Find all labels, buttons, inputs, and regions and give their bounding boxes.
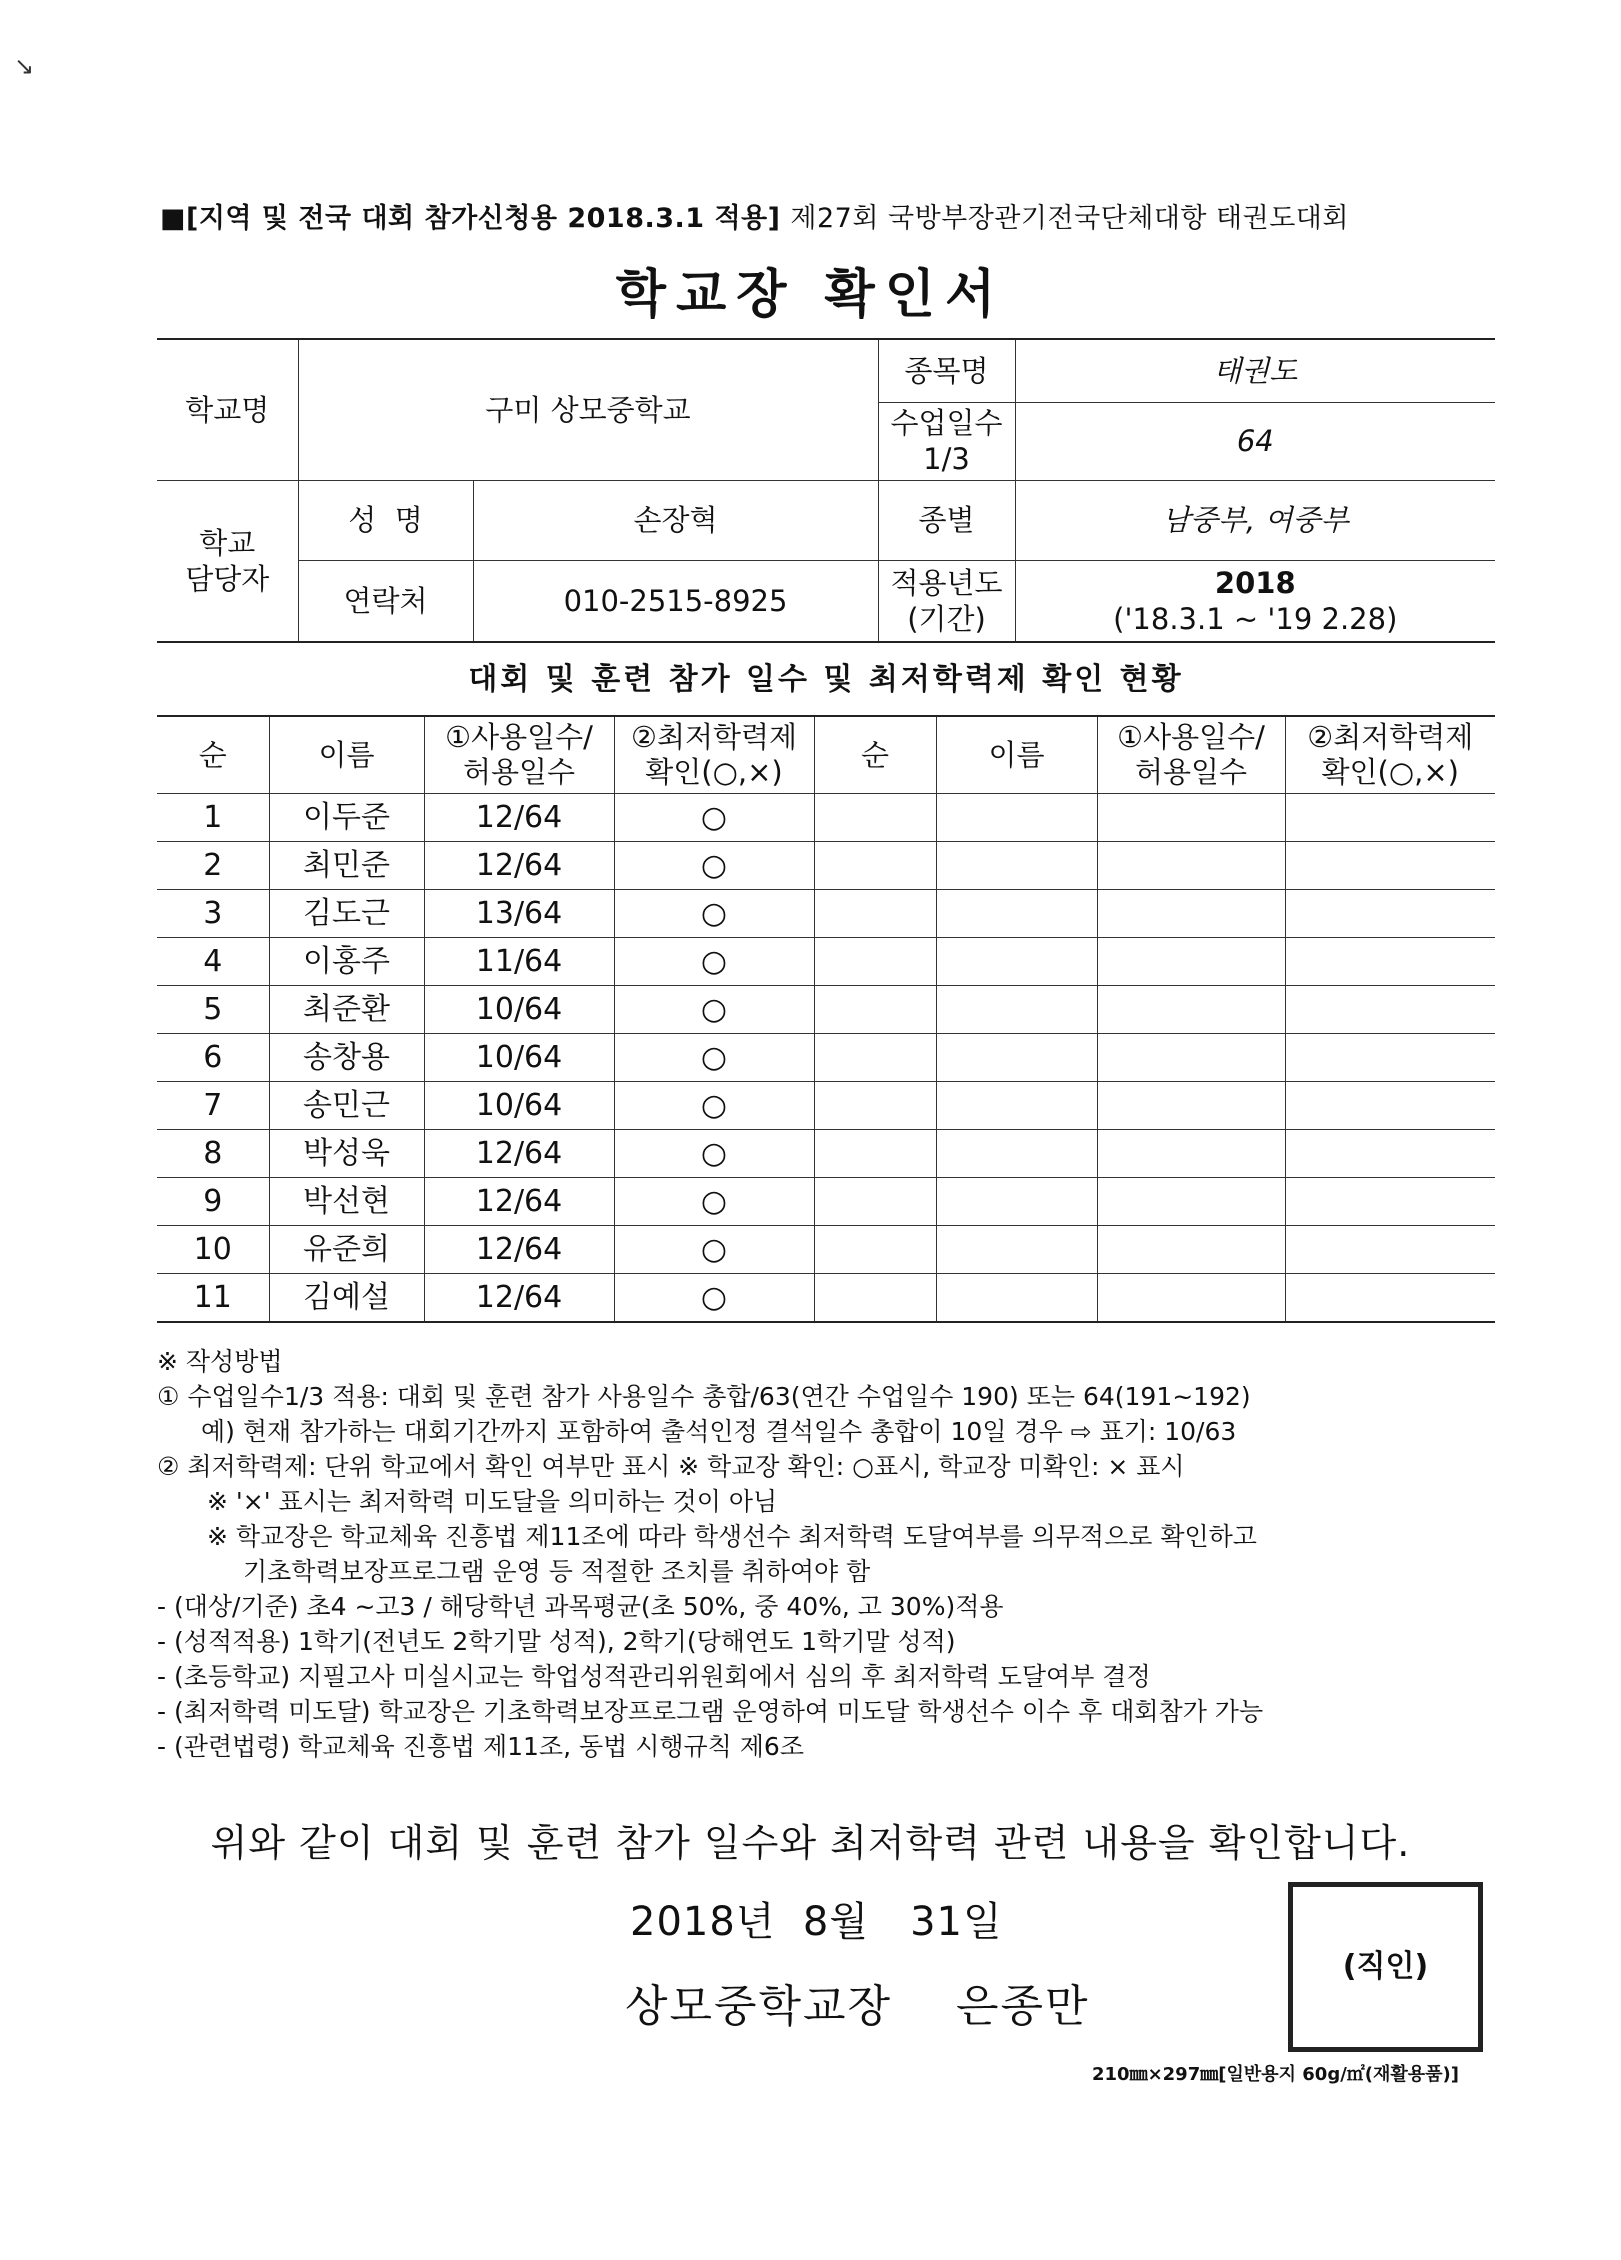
row-name-right [936,842,1097,890]
row-days: 10/64 [424,1034,614,1082]
row-name: 김도근 [269,890,424,938]
participation-roster-table [157,715,1495,1323]
row-check: ○ [614,890,814,938]
applied-year-label-line2: (기간) [907,601,986,636]
header-days-right-line2: 허용일수 [1134,755,1248,789]
row-name-right [936,1178,1097,1226]
roster-row [157,842,1495,890]
row-no: 5 [157,986,269,1034]
official-seal-text: (직인) [1342,1949,1429,1984]
header-days-left [424,716,614,794]
status-section-title: 대회 및 훈련 참가 일수 및 최저학력제 확인 현황 [468,662,1184,697]
row-name-right [936,890,1097,938]
row-name-right [936,986,1097,1034]
row-no-right [814,890,936,938]
row-check: ○ [614,842,814,890]
row-check-right [1285,1082,1495,1130]
row-days-right [1097,1082,1285,1130]
manager-label-line1: 학교 [199,525,256,560]
manager-name-label: 성 명 [298,480,473,560]
note-2-remark-a: ※ '×' 표시는 최저학력 미도달을 의미하는 것이 아님 [207,1487,778,1516]
row-days: 10/64 [424,1082,614,1130]
manager-label [157,480,298,642]
writing-instructions [157,1344,1497,1764]
row-check: ○ [614,986,814,1034]
row-name-right [936,1274,1097,1323]
row-no: 11 [157,1274,269,1323]
row-no-right [814,842,936,890]
row-check: ○ [614,1274,814,1323]
row-check: ○ [614,938,814,986]
school-days-value: 64 [1015,402,1495,480]
row-no-right [814,794,936,842]
header-name-left: 이름 [269,716,424,794]
row-name-right [936,1130,1097,1178]
row-name: 최민준 [269,842,424,890]
roster-row [157,938,1495,986]
row-check-right [1285,1274,1495,1323]
principal-signature: 상모중학교장 은종만 [625,1981,1090,2032]
row-no-right [814,1082,936,1130]
row-days-right [1097,1274,1285,1323]
row-days: 10/64 [424,986,614,1034]
row-no: 8 [157,1130,269,1178]
row-no: 2 [157,842,269,890]
row-check-right [1285,1226,1495,1274]
school-info-table [157,338,1495,643]
row-no: 7 [157,1082,269,1130]
row-check-right [1285,938,1495,986]
roster-row [157,890,1495,938]
note-2: ② 최저학력제: 단위 학교에서 확인 여부만 표시 ※ 학교장 확인: ○표시, 학교장 미확인: × 표시 [157,1452,1185,1481]
contact-value: 010-2515-8925 [473,560,878,642]
row-check: ○ [614,794,814,842]
manager-name-value: 손장혁 [473,480,878,560]
applied-year-value [1015,560,1495,642]
row-no: 6 [157,1034,269,1082]
roster-header-row [157,716,1495,794]
document-title: 학교장 확인서 [615,265,1006,325]
row-name: 박성욱 [269,1130,424,1178]
row-name: 유준희 [269,1226,424,1274]
row-check-right [1285,1034,1495,1082]
row-days: 13/64 [424,890,614,938]
note-2-remark-b: ※ 학교장은 학교체육 진흥법 제11조에 따라 학생선수 최저학력 도달여부를 의무적으로 확인하고 [207,1522,1257,1551]
row-name: 송창용 [269,1034,424,1082]
row-days: 12/64 [424,1226,614,1274]
note-1: ① 수업일수1/3 적용: 대회 및 훈련 참가 사용일수 총합/63(연간 수업일수 190) 또는 64(191~192) [157,1382,1251,1411]
header-days-right-line1: ①사용일수/ [1117,720,1265,755]
header-no-left: 순 [157,716,269,794]
category-value: 남중부, 여중부 [1015,480,1495,560]
row-check-right [1285,1130,1495,1178]
note-1-example: 예) 현재 참가하는 대회기간까지 포함하여 출석인정 결석일수 총합이 10일 경우 ⇨ 표기: 10/63 [201,1417,1237,1446]
row-no: 1 [157,794,269,842]
row-days-right [1097,986,1285,1034]
row-name: 송민근 [269,1082,424,1130]
header-check-left-line1: ②최저학력제 [630,720,798,755]
row-no-right [814,986,936,1034]
row-days: 12/64 [424,1178,614,1226]
row-check: ○ [614,1034,814,1082]
row-check-right [1285,986,1495,1034]
row-name: 이두준 [269,794,424,842]
roster-row [157,1034,1495,1082]
row-no-right [814,1274,936,1323]
row-days-right [1097,794,1285,842]
roster-row [157,1130,1495,1178]
row-check-right [1285,890,1495,938]
applied-year-label-line1: 적용년도 [890,565,1003,600]
row-check: ○ [614,1226,814,1274]
row-name: 박선현 [269,1178,424,1226]
row-days-right [1097,1130,1285,1178]
confirmation-statement: 위와 같이 대회 및 훈련 참가 일수와 최저학력 관련 내용을 확인합니다. [210,1821,1411,1865]
row-days-right [1097,890,1285,938]
row-days-right [1097,842,1285,890]
form-header-event: 제27회 국방부장관기전국단체대항 태권도대회 [790,203,1349,234]
row-no-right [814,938,936,986]
row-no: 9 [157,1178,269,1226]
header-days-right [1097,716,1285,794]
detail-below-minimum: - (최저학력 미도달) 학교장은 기초학력보장프로그램 운영하여 미도달 학생선수 이수 후 대회참가 가능 [157,1697,1264,1726]
header-check-right [1285,716,1495,794]
contact-label: 연락처 [298,560,473,642]
applied-year: 2018 [1214,565,1296,600]
row-name: 김예설 [269,1274,424,1323]
row-name-right [936,1226,1097,1274]
applied-period: ('18.3.1 ~ '19 2.28) [1113,601,1398,636]
row-days-right [1097,1178,1285,1226]
row-check: ○ [614,1130,814,1178]
row-name-right [936,1034,1097,1082]
row-name-right [936,938,1097,986]
row-no: 4 [157,938,269,986]
header-no-right: 순 [814,716,936,794]
roster-row [157,1226,1495,1274]
school-label: 학교명 [157,339,298,480]
row-check-right [1285,794,1495,842]
roster-row [157,986,1495,1034]
row-name: 최준환 [269,986,424,1034]
row-no: 10 [157,1226,269,1274]
row-days-right [1097,938,1285,986]
roster-row [157,1082,1495,1130]
row-days: 12/64 [424,1274,614,1323]
row-check-right [1285,842,1495,890]
header-name-right: 이름 [936,716,1097,794]
header-check-left [614,716,814,794]
roster-row [157,794,1495,842]
school-name: 구미 상모중학교 [298,339,878,480]
row-days: 12/64 [424,794,614,842]
sport-label: 종목명 [878,339,1015,402]
notes-heading: ※ 작성방법 [157,1347,283,1376]
row-no-right [814,1226,936,1274]
row-check-right [1285,1178,1495,1226]
row-check: ○ [614,1082,814,1130]
row-days-right [1097,1034,1285,1082]
row-days: 12/64 [424,1130,614,1178]
signature-date: 2018년 8월 31일 [630,1899,1003,1945]
note-2-remark-c: 기초학력보장프로그램 운영 등 적절한 조치를 취하여야 함 [243,1557,871,1586]
manager-label-line2: 담당자 [185,561,270,596]
row-name-right [936,794,1097,842]
corner-mark: ↘ [14,52,35,80]
applied-year-label [878,560,1015,642]
row-no-right [814,1130,936,1178]
row-no-right [814,1178,936,1226]
school-days-label-line1: 수업일수 [890,405,1003,440]
school-days-label-line2: 1/3 [923,442,970,476]
roster-row [157,1178,1495,1226]
header-check-right-line2: 확인(○,×) [1321,755,1459,789]
header-check-right-line1: ②최저학력제 [1307,720,1474,755]
sport-value: 태권도 [1015,339,1495,402]
header-days-left-line2: 허용일수 [462,755,576,789]
detail-target: - (대상/기준) 초4 ~고3 / 해당학년 과목평균(초 50%, 중 40%, 고 30%)적용 [157,1592,1004,1621]
detail-grade: - (성적적용) 1학기(전년도 2학기말 성적), 2학기(당해연도 1학기말 성적) [157,1627,956,1656]
detail-legal-basis: - (관련법령) 학교체육 진흥법 제11조, 동법 시행규칙 제6조 [157,1732,804,1761]
school-days-label [878,402,1015,480]
form-header [160,196,1460,235]
detail-elementary: - (초등학교) 지필고사 미실시교는 학업성적관리위원회에서 심의 후 최저학력 도달여부 결정 [157,1662,1151,1691]
roster-row [157,1274,1495,1323]
official-seal [1288,1882,1483,2052]
row-days: 11/64 [424,938,614,986]
form-header-bold: ■[지역 및 전국 대회 참가신청용 2018.3.1 적용] [160,203,781,234]
row-days: 12/64 [424,842,614,890]
header-check-left-line2: 확인(○,×) [645,755,783,789]
row-no-right [814,1034,936,1082]
category-label: 종별 [878,480,1015,560]
row-name: 이홍주 [269,938,424,986]
row-name-right [936,1082,1097,1130]
header-days-left-line1: ①사용일수/ [445,720,593,755]
row-check: ○ [614,1178,814,1226]
paper-spec-note: 210㎜×297㎜[일반용지 60g/㎡(재활용품)] [1092,2064,1460,2085]
row-no: 3 [157,890,269,938]
row-days-right [1097,1226,1285,1274]
